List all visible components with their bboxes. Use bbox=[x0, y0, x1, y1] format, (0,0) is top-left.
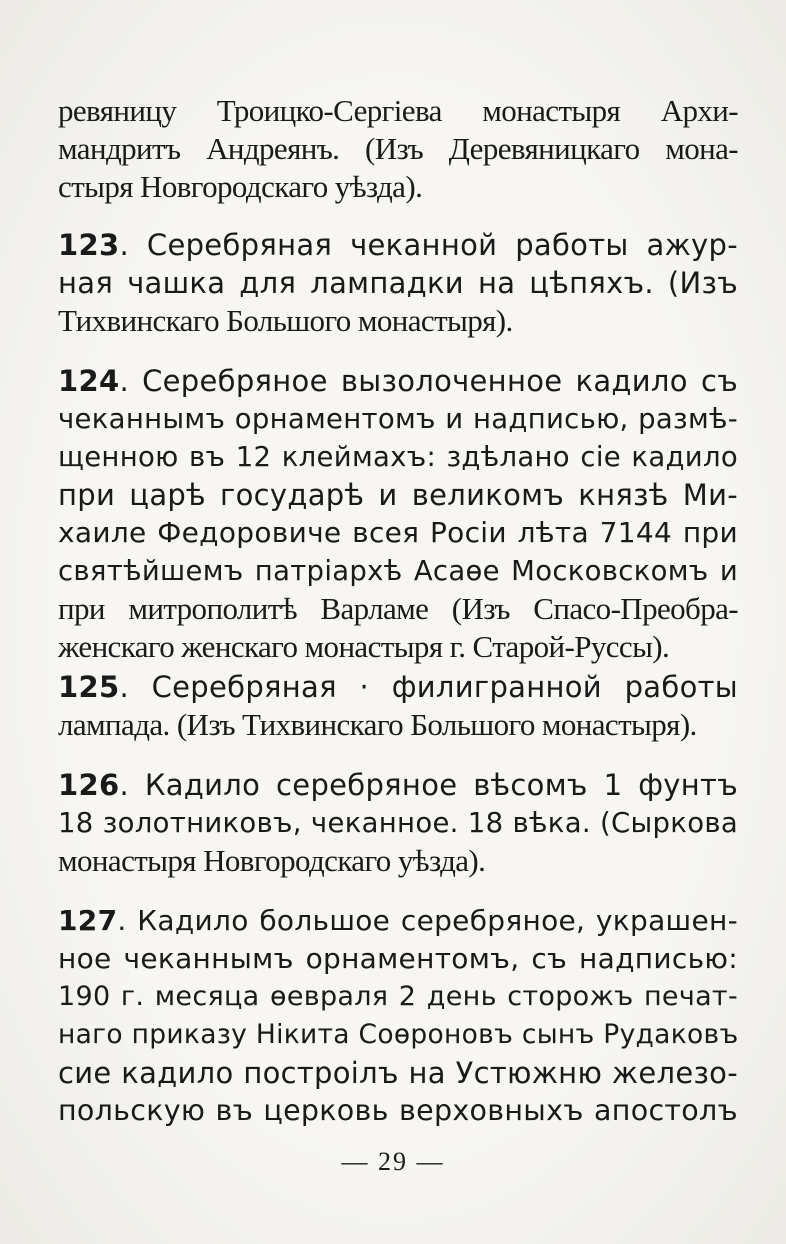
text-line: чеканнымъ орнаментомъ и надписью, размѣ- bbox=[58, 403, 738, 435]
entry-text: . Серебряная · филигранной работы bbox=[119, 670, 738, 704]
entry-text: . Серебряное вызолоченное кадило съ bbox=[119, 364, 738, 398]
page-number: — 29 — bbox=[341, 1147, 445, 1176]
entry-number: 124 bbox=[58, 364, 120, 398]
text-line: при митрополитѣ Варламе (Изъ Спасо-Преобра- bbox=[58, 591, 738, 626]
text-line: мандритъ Андреянъ. (Изъ Деревяницкаго мона- bbox=[58, 131, 738, 166]
entry-first-line bbox=[58, 766, 738, 804]
entry-text: . Кадило серебряное вѣсомъ 1 фунтъ bbox=[119, 768, 738, 802]
text-line: хаиле Федоровиче всея Росіи лѣта 7144 при bbox=[58, 516, 738, 549]
intro-paragraph bbox=[58, 92, 738, 206]
entry-number: 126 bbox=[58, 768, 120, 802]
text-line: сие кадило построілъ на Устюжню железо- bbox=[58, 1056, 738, 1090]
entry-127 bbox=[58, 902, 738, 1130]
entry-124 bbox=[58, 362, 738, 666]
entry-125 bbox=[58, 668, 738, 744]
entry-text: . Серебряная чеканной работы ажур- bbox=[119, 228, 738, 262]
entry-first-line bbox=[58, 226, 738, 264]
text-line: стыря Новгородскаго уѣзда). bbox=[58, 169, 423, 204]
entry-number: 123 bbox=[58, 228, 120, 262]
text-line: монастыря Новгородскаго уѣзда). bbox=[58, 843, 486, 878]
text-line: ное чеканнымъ орнаментомъ, съ надписью: bbox=[58, 942, 738, 975]
entry-first-line bbox=[58, 668, 738, 706]
text-line: ная чашка для лампадки на цѣпяхъ. (Изъ bbox=[58, 266, 738, 300]
text-line: Тихвинскаго Большого монастыря). bbox=[58, 303, 513, 338]
entry-123 bbox=[58, 226, 738, 340]
text-line: при царѣ государѣ и великомъ князѣ Ми- bbox=[58, 478, 738, 512]
text-line: женскаго женскаго монастыря г. Старой-Руссы). bbox=[58, 629, 670, 664]
entry-first-line bbox=[58, 362, 738, 400]
text-line: наго приказу Нікита Соѳроновъ сынъ Рудаковъ bbox=[58, 1019, 738, 1050]
text-line: 18 золотниковъ, чеканное. 18 вѣка. (Сыркова bbox=[58, 807, 738, 839]
entry-number: 127 bbox=[58, 904, 118, 937]
entry-first-line bbox=[58, 902, 738, 940]
entry-text: . Кадило большое серебряное, украшен- bbox=[117, 904, 738, 937]
text-line: ревяницу Троицко-Сергіева монастыря Архи- bbox=[58, 93, 738, 128]
entry-number: 125 bbox=[58, 670, 120, 704]
entry-126 bbox=[58, 766, 738, 880]
text-line: святѣйшемъ патріархѣ Асаѳе Московскомъ и bbox=[58, 555, 738, 587]
text-line: лампада. (Изъ Тихвинскаго Большого монастыря). bbox=[58, 707, 697, 742]
text-line: 190 г. месяца ѳевраля 2 день сторожъ печат- bbox=[58, 981, 738, 1012]
text-line: польскую въ церковь верховныхъ апостолъ bbox=[58, 1094, 738, 1127]
text-line: щенною въ 12 клеймахъ: здѣлано сіе кадило bbox=[58, 441, 738, 473]
